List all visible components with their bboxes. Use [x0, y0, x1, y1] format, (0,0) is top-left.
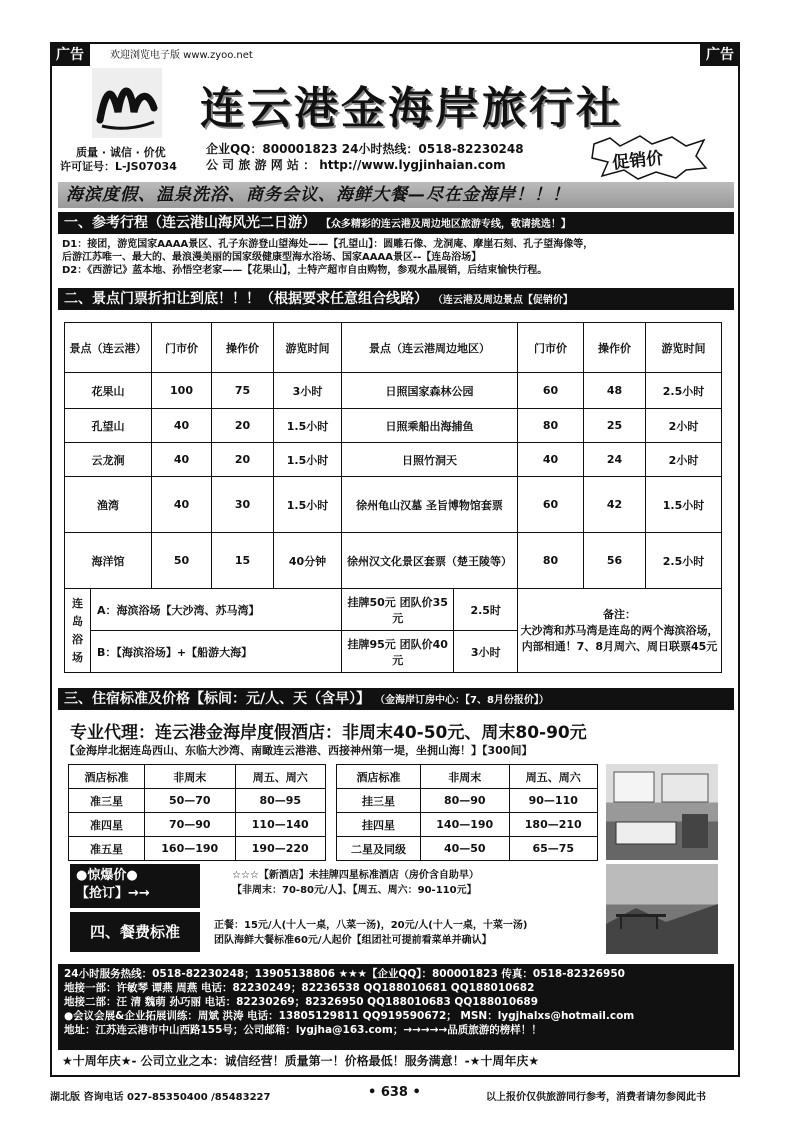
- beach-option-b: B：【海滨浴场】+【船游大海】: [91, 631, 342, 673]
- company-title: 连云港金海岸旅行社: [200, 83, 623, 134]
- note-title: 备注：: [603, 607, 636, 621]
- col-header: 酒店标准: [337, 765, 421, 789]
- section-tickets-subtitle: （连云港及周边景点【促销价】: [432, 295, 573, 306]
- cell: 云龙涧: [65, 443, 152, 477]
- col-header: 操作价: [212, 323, 274, 373]
- section-hotel-subtitle: （金海岸订房中心：【7、8月份报价】）: [375, 695, 549, 706]
- table-row: [337, 837, 598, 861]
- cell: 15: [212, 533, 274, 589]
- cell: 160—190: [145, 837, 236, 861]
- col-header: 非周末: [145, 765, 236, 789]
- welcome-text: 欢迎浏览电子版 www.zyoo.net: [110, 50, 253, 61]
- cell: 60: [518, 477, 584, 533]
- table-row: [65, 373, 722, 409]
- table-row: [337, 813, 598, 837]
- section-itinerary-title: 一、参考行程（连云港山海风光二日游）: [64, 215, 316, 231]
- beach-b-price: 挂牌95元 团队价40元: [342, 631, 454, 673]
- cell: 20: [212, 443, 274, 477]
- new-hotel-line: 【非周末：70-80元/人】、【周五、周六：90-110元】: [232, 885, 477, 896]
- section-itinerary-header: [58, 212, 734, 234]
- anniversary-slogan: ★十周年庆★- 公司立业之本：诚信经营！质量第一！价格最低！服务满意！-★十周年庆★: [62, 1054, 540, 1068]
- col-header: 游览时间: [646, 323, 722, 373]
- cell: 日照乘船出海捕鱼: [342, 409, 518, 443]
- surprise-text: ●惊爆价●: [76, 868, 138, 883]
- promo-badge: [590, 134, 708, 180]
- cell: 1.5小时: [274, 409, 342, 443]
- table-row: [69, 837, 326, 861]
- license-number: 许可证号：L-JS07034: [60, 160, 177, 173]
- book-now-text: 【抢订】→→: [76, 886, 150, 901]
- col-header: 周五、周六: [235, 765, 326, 789]
- table-row: [69, 789, 326, 813]
- section-tickets-header: [58, 288, 734, 310]
- cell: 1.5小时: [646, 477, 722, 533]
- contact-line: 24小时服务热线：0518-82230248；13905138806 ★★★【企业QQ】：800001823 传真：0518-82326950: [64, 968, 625, 980]
- table-row: [65, 409, 722, 443]
- meal-line: 团队海鲜大餐标准60元/人起价【组团社可提前看菜单并确认】: [214, 935, 492, 946]
- cell: 180—210: [509, 813, 598, 837]
- cell: 二星及同级: [337, 837, 421, 861]
- itinerary-line: D1：接团，游览国家AAAA景区、孔子东游登山望海处——【孔望山】：圆雕石像、龙洞庵、摩崖石刻、孔子望海像等，: [62, 239, 594, 250]
- cell: 20: [212, 409, 274, 443]
- ad-label-right: 广告: [700, 42, 740, 66]
- col-header: 游览时间: [274, 323, 342, 373]
- cell: 40—50: [421, 837, 510, 861]
- cell: 42: [584, 477, 646, 533]
- cell: 75: [212, 373, 274, 409]
- contact-block: [58, 964, 734, 1050]
- col-header: 酒店标准: [69, 765, 145, 789]
- hotel-agent: 专业代理：连云港金海岸度假酒店：非周末40-50元、周末80-90元: [70, 723, 587, 743]
- cell: 56: [584, 533, 646, 589]
- cell: 48: [584, 373, 646, 409]
- cell: 1.5小时: [274, 477, 342, 533]
- contact-line: 地址：江苏连云港市中山西路155号；公司邮箱：lygjha@163.com；→→→→→品质旅游的榜样！！: [64, 1024, 542, 1036]
- cell: 70—90: [145, 813, 236, 837]
- cell: 日照国家森林公园: [342, 373, 518, 409]
- section-itinerary-subtitle: 【众多精彩的连云港及周边地区旅游专线，敬请挑选！】: [320, 219, 571, 230]
- table-row: [65, 589, 722, 631]
- cell: 50: [152, 533, 212, 589]
- cell: 25: [584, 409, 646, 443]
- cell: 140—190: [421, 813, 510, 837]
- section-hotel-header: [58, 688, 734, 710]
- cell: 徐州汉文化景区套票（楚王陵等）: [342, 533, 518, 589]
- cell: 3小时: [274, 373, 342, 409]
- beach-option-a: A：海滨浴场【大沙湾、苏马湾】: [91, 589, 342, 631]
- hotel-table-right: [336, 764, 598, 861]
- hotel-room-photo: [606, 764, 718, 860]
- qq-hotline: 企业QQ：800001823 24小时热线：0518-82230248: [206, 142, 524, 156]
- col-header: 景点（连云港周边地区）: [342, 323, 518, 373]
- cell: 40: [152, 409, 212, 443]
- cell: 花果山: [65, 373, 152, 409]
- cell: 80—90: [421, 789, 510, 813]
- cell: 1.5小时: [274, 443, 342, 477]
- cell: 40: [518, 443, 584, 477]
- slogan-banner: 海滨度假、温泉洗浴、商务会议、海鲜大餐—尽在金海岸！！！: [58, 182, 734, 208]
- cell: 挂三星: [337, 789, 421, 813]
- company-logo-icon: [92, 68, 162, 138]
- cell: 190—220: [235, 837, 326, 861]
- page-number: • 638 •: [368, 1085, 421, 1100]
- beach-a-time: 2.5时: [454, 589, 518, 631]
- cell: 80: [518, 533, 584, 589]
- hotel-agent-detail: 【金海岸北据连岛西山、东临大沙湾、南瞰连云港港、西接神州第一堤，坐拥山海！】【300间】: [64, 744, 533, 757]
- table-row: [65, 443, 722, 477]
- new-hotel-offer: [232, 868, 479, 898]
- cell: 孔望山: [65, 409, 152, 443]
- cell: 30: [212, 477, 274, 533]
- cell: 2.5小时: [646, 373, 722, 409]
- contact-line: ●会议会展&企业拓展训练：周斌 洪涛 电话：13805129811 QQ919590672； MSN：lygjhalxs@hotmail.com: [64, 1010, 635, 1022]
- col-header: 门市价: [518, 323, 584, 373]
- new-hotel-line: ☆☆☆【新酒店】未挂牌四星标准酒店（房价含自助早）: [232, 870, 479, 881]
- table-row: [65, 477, 722, 533]
- col-header: 周五、周六: [509, 765, 598, 789]
- ticket-price-table: [64, 322, 722, 673]
- cell: 挂四星: [337, 813, 421, 837]
- cell: 渔湾: [65, 477, 152, 533]
- surprise-deal-badge: [70, 864, 200, 908]
- disclaimer: 以上报价仅供旅游同行参考，消费者请勿参阅此书: [486, 1092, 706, 1103]
- cell: 准四星: [69, 813, 145, 837]
- motto: 质量 · 诚信 · 价优: [76, 146, 166, 159]
- meal-line: 正餐：15元/人(十人一桌，八菜一汤)，20元/人(十人一桌，十菜一汤): [214, 920, 528, 931]
- hotel-table-left: [68, 764, 326, 861]
- cell: 90—110: [509, 789, 598, 813]
- cell: 2.5小时: [646, 533, 722, 589]
- cell: 40: [152, 443, 212, 477]
- cell: 100: [152, 373, 212, 409]
- col-header: 门市价: [152, 323, 212, 373]
- col-header: 非周末: [421, 765, 510, 789]
- cell: 80—95: [235, 789, 326, 813]
- beach-note: [518, 589, 722, 673]
- section-hotel-title: 三、住宿标准及价格【标间：元/人、天（含早）】: [64, 691, 371, 707]
- itinerary-line: D2：《西游记》蓝本地、孙悟空老家——【花果山】，土特产超市自由购物，参观水晶展销，后结束愉快行程。: [62, 265, 548, 276]
- note-text: 大沙湾和苏马湾是连岛的两个海滨浴场，内部相通！7、8月周六、周日联票45元: [520, 623, 719, 653]
- table-row: [337, 789, 598, 813]
- cell: 40: [152, 477, 212, 533]
- cell: 24: [584, 443, 646, 477]
- col-header: 操作价: [584, 323, 646, 373]
- section-meals-title: 四、餐费标准: [70, 912, 200, 952]
- seaside-photo: [606, 864, 718, 954]
- cell: 60: [518, 373, 584, 409]
- meal-standard: [214, 918, 527, 948]
- contact-line: 地接二部：汪 清 魏萌 孙巧丽 电话：82230269；82326950 QQ188010683 QQ188010689: [64, 996, 539, 1008]
- cell: 50—70: [145, 789, 236, 813]
- beach-label: 连岛浴场: [65, 589, 91, 673]
- cell: 海洋馆: [65, 533, 152, 589]
- cell: 110—140: [235, 813, 326, 837]
- table-row: [65, 533, 722, 589]
- cell: 2小时: [646, 443, 722, 477]
- col-header: 景点（连云港）: [65, 323, 152, 373]
- section-tickets-title: 二、景点门票折扣让到底！！！（根据要求任意组合线路）: [64, 291, 428, 307]
- edition-info: 湖北版 咨询电话 027-85350400 /85483227: [50, 1092, 271, 1103]
- ad-label-left: 广告: [50, 42, 90, 66]
- cell: 准三星: [69, 789, 145, 813]
- contact-line: 地接一部：许敏琴 谭燕 周燕 电话：82230249；82236538 QQ188010681 QQ188010682: [64, 982, 535, 994]
- cell: 65—75: [509, 837, 598, 861]
- beach-b-time: 3小时: [454, 631, 518, 673]
- cell: 日照竹洞天: [342, 443, 518, 477]
- cell: 2小时: [646, 409, 722, 443]
- cell: 40分钟: [274, 533, 342, 589]
- cell: 准五星: [69, 837, 145, 861]
- website-line: 公 司 旅 游 网 站 ： http://www.lygjinhaian.com: [206, 158, 506, 172]
- table-row: [69, 813, 326, 837]
- itinerary-line: 后游江苏唯一、最大的、最浪漫美丽的国家级健康型海水浴场、国家AAAA景区--【连岛浴场】: [62, 252, 482, 263]
- cell: 80: [518, 409, 584, 443]
- cell: 徐州龟山汉墓 圣旨博物馆套票: [342, 477, 518, 533]
- promo-text: 促销价: [611, 148, 665, 174]
- beach-a-price: 挂牌50元 团队价35元: [342, 589, 454, 631]
